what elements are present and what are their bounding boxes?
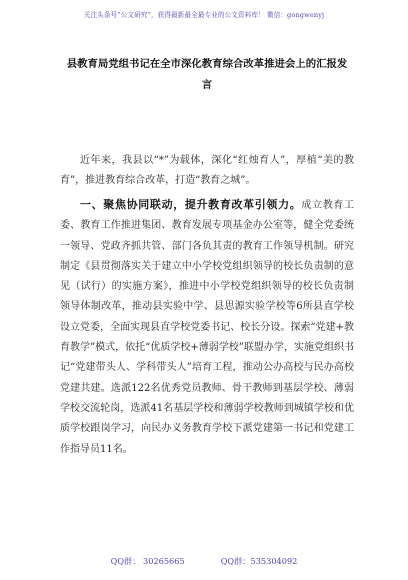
footer-qq-group-2: QQ群：535304092	[220, 556, 298, 566]
footer	[0, 556, 408, 567]
section-1-body: 成立教育工委、教育工作推进集团、教育发展专项基金办公室等，健全党委统一领导、党政齐抓共管、部门各负其责的教育工作领导机制。研究制定《县贯彻落实关于建立中小学校党组织领导的校长负责制的意见（试行）的实施方案》，推进中小学校党组织领导的校长负责制领导体制改革，推动县实验中学、县思源实验学校等6所县直学校设立党委，全面实现县直学校党委书记、校长分设。探索“党建+教育教学”模式，依托“优质学校+薄弱学校”联盟办学，实施党组织书记“党建带头人、学科带头人”培育工程，推动公办高校与民办高校党建共建。选派122名优秀党员教师、骨干教师到基层学校、薄弱学校交流轮岗，选派41名基层学校和薄弱学校教师到城镇学校和优质学校跟岗学习，向民办义务教育学校下派党建第一书记和党建工作指导员11名。	[60, 200, 354, 455]
header-banner: 关注头条号“公文研究”，获得最新最全最专业的公文资料库！ 微信：gongwenyj	[83, 11, 325, 19]
section-1-paragraph	[60, 195, 354, 460]
document-title: 县教育局党组书记在全市深化教育综合改革推进会上的汇报发言	[66, 58, 348, 91]
intro-paragraph: 近年来，我县以“*”为载体，深化“红烛育人”，厚植“美的教育”，推进教育综合改革，打造“教育之城”。	[60, 155, 354, 187]
footer-qq-group-1: QQ群： 30265665	[110, 556, 185, 566]
section-1-heading: 一、聚焦协同联动，提升教育改革引领力。	[80, 198, 302, 211]
